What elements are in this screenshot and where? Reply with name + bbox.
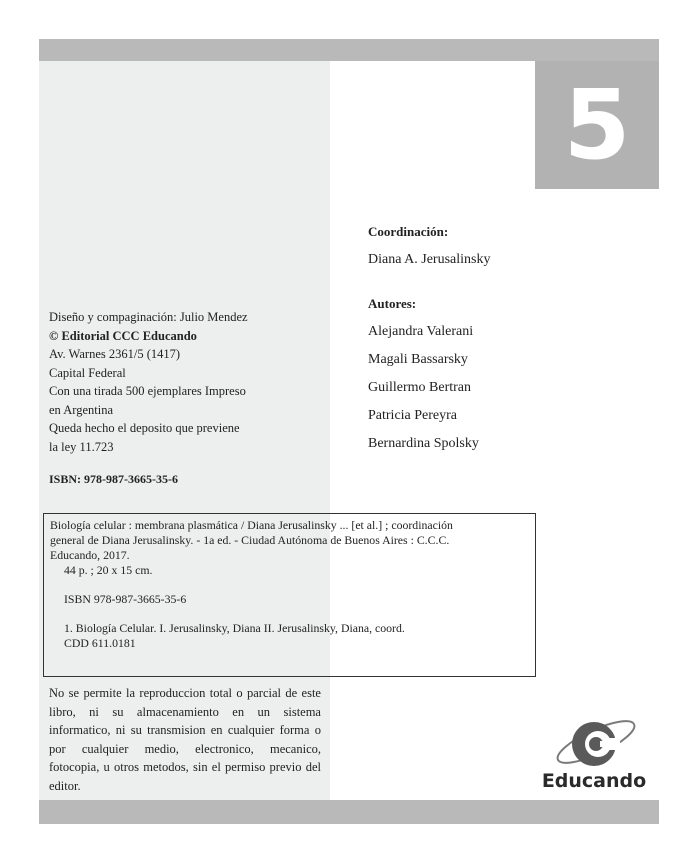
top-bar xyxy=(39,39,659,61)
legal-deposit: Queda hecho el deposito que previene xyxy=(49,421,240,435)
catalog-isbn: ISBN 978-987-3665-35-6 xyxy=(64,592,187,606)
educando-logo xyxy=(538,712,650,798)
author: Magali Bassarsky xyxy=(368,352,468,367)
catalog-line: Biología celular : membrana plasmática / Diana Jerusalinsky ... [et al.] ; coordinación xyxy=(50,518,453,532)
legal-deposit: la ley 11.723 xyxy=(49,439,114,454)
colophon xyxy=(49,308,309,456)
print-run: en Argentina xyxy=(49,402,113,417)
catalog-line: Educando, 2017. xyxy=(50,548,130,562)
author: Alejandra Valerani xyxy=(368,324,474,339)
design-credit: Diseño y compaginación: Julio Mendez xyxy=(49,310,248,324)
catalog-record xyxy=(43,513,536,677)
coordination-heading: Coordinación: xyxy=(368,224,449,239)
chapter-number: 5 xyxy=(563,69,631,181)
address: Av. Warnes 2361/5 (1417) xyxy=(49,347,181,361)
catalog-line: 44 p. ; 20 x 15 cm. xyxy=(64,563,153,577)
catalog-line: general de Diana Jerusalinsky. - 1a ed. - Ciudad Autónoma de Buenos Aires : C.C.C. xyxy=(50,533,450,547)
print-run: Con una tirada 500 ejemplares Impreso xyxy=(49,384,246,398)
authors-heading: Autores: xyxy=(368,296,417,311)
coordinator: Diana A. Jerusalinsky xyxy=(368,252,491,267)
publisher: © Editorial CCC Educando xyxy=(49,328,197,343)
chapter-number-box xyxy=(535,61,659,189)
rights-notice: No se permite la reproduccion total o parcial de este libro, ni su almacenamiento en un sistema informatico, ni su transmision en cualquier forma o por cualquier medio, electronico, mecanico, fotocopia, u otros metodos, sin el permiso previo del editor. xyxy=(49,686,321,793)
credits xyxy=(368,218,490,458)
educando-wordmark: Educando xyxy=(541,770,647,792)
author: Patricia Pereyra xyxy=(368,408,458,423)
catalog-subjects: 1. Biología Celular. I. Jerusalinsky, Diana II. Jerusalinsky, Diana, coord. xyxy=(64,621,405,635)
catalog-cdd: CDD 611.0181 xyxy=(64,636,136,650)
educando-c-orbit-icon xyxy=(538,712,650,772)
author: Bernardina Spolsky xyxy=(368,436,479,451)
city: Capital Federal xyxy=(49,365,126,380)
author: Guillermo Bertran xyxy=(368,380,472,395)
isbn: ISBN: 978-987-3665-35-6 xyxy=(49,472,178,486)
bottom-bar xyxy=(39,800,659,824)
